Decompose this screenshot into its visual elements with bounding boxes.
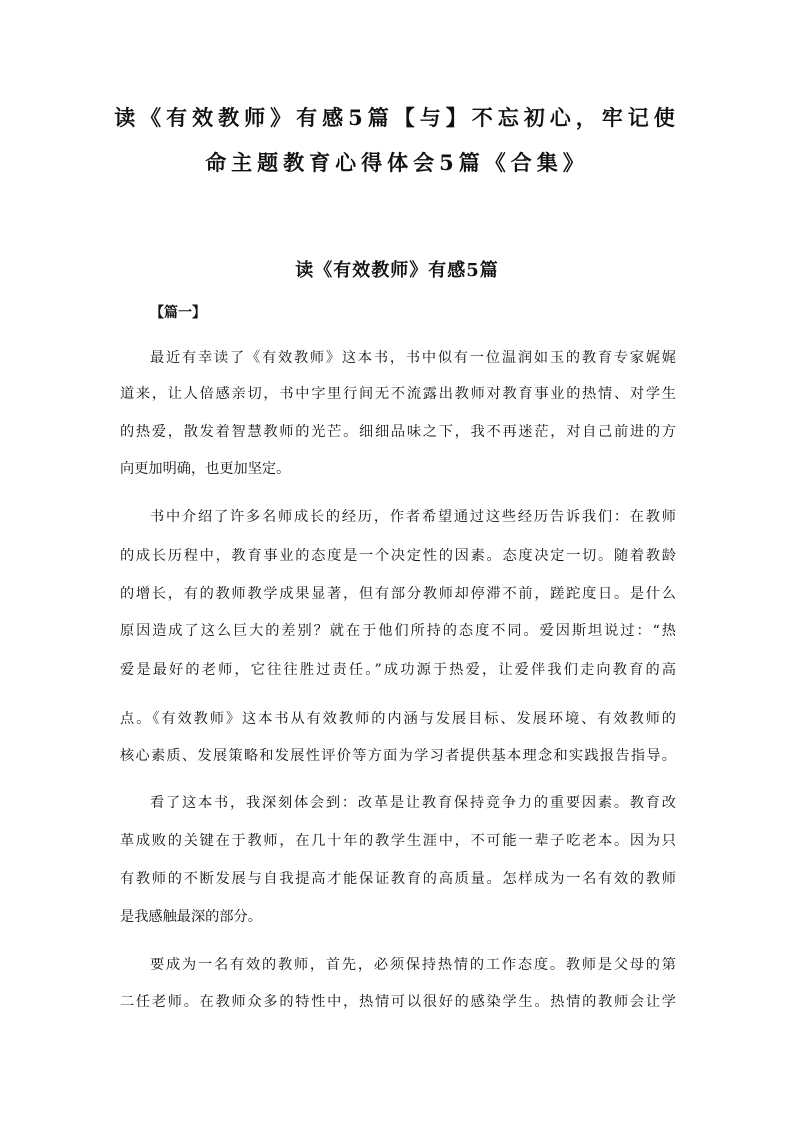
paragraph-line: 的热爱，散发着智慧教师的光芒。细细品味之下，我不再迷茫，对自己前进的方 — [120, 424, 676, 440]
paragraph-line: 的成长历程中，教育事业的态度是一个决定性的因素。态度决定一切。随着教龄 — [120, 548, 676, 564]
paragraph-line: 革成败的关键在于教师，在几十年的教学生涯中，不可能一辈子吃老本。因为只 — [120, 833, 676, 849]
paragraph-line: 的增长，有的教师教学成果显著，但有部分教师却停滞不前，蹉跎度日。是什么 — [120, 586, 676, 602]
paragraph-line: 核心素质、发展策略和发展性评价等方面为学习者提供基本理念和实践报告指导。 — [120, 748, 676, 764]
paragraph-line: 二任老师。在教师众多的特性中，热情可以很好的感染学生。热情的教师会让学 — [120, 994, 676, 1010]
section-title: 读《有效教师》有感5篇 — [295, 260, 499, 281]
paragraph-line: 看了这本书，我深刻体会到：改革是让教育保持竞争力的重要因素。教育改 — [150, 795, 676, 811]
part-label: 【篇一】 — [150, 305, 206, 321]
paragraph-line: 原因造成了这么巨大的差别？就在于他们所持的态度不同。爱因斯坦说过：“热 — [120, 623, 676, 639]
paragraph-line: 是我感触最深的部分。 — [120, 909, 262, 925]
document-title-line-2: 命主题教育心得体会5篇《合集》 — [205, 150, 589, 175]
paragraph-line: 有教师的不断发展与自我提高才能保证教育的高质量。怎样成为一名有效的教师 — [120, 871, 676, 887]
paragraph-line: 向更加明确，也更加坚定。 — [120, 461, 291, 477]
paragraph-line: 道来，让人倍感亲切，书中字里行间无不流露出教师对教育事业的热情、对学生 — [120, 386, 676, 402]
paragraph-line: 最近有幸读了《有效教师》这本书，书中似有一位温润如玉的教育专家娓娓 — [150, 350, 676, 366]
document-title-line-1: 读《有效教师》有感5篇【与】不忘初心，牢记使 — [114, 105, 680, 130]
paragraph-line: 书中介绍了许多名师成长的经历，作者希望通过这些经历告诉我们：在教师 — [150, 509, 676, 525]
paragraph-line: 要成为一名有效的教师，首先，必须保持热情的工作态度。教师是父母的第 — [150, 957, 676, 973]
paragraph-line: 点。《有效教师》这本书从有效教师的内涵与发展目标、发展环境、有效教师的 — [120, 711, 676, 727]
paragraph-line: 爱是最好的老师，它往往胜过责任。”成功源于热爱，让爱伴我们走向教育的高 — [120, 662, 676, 678]
